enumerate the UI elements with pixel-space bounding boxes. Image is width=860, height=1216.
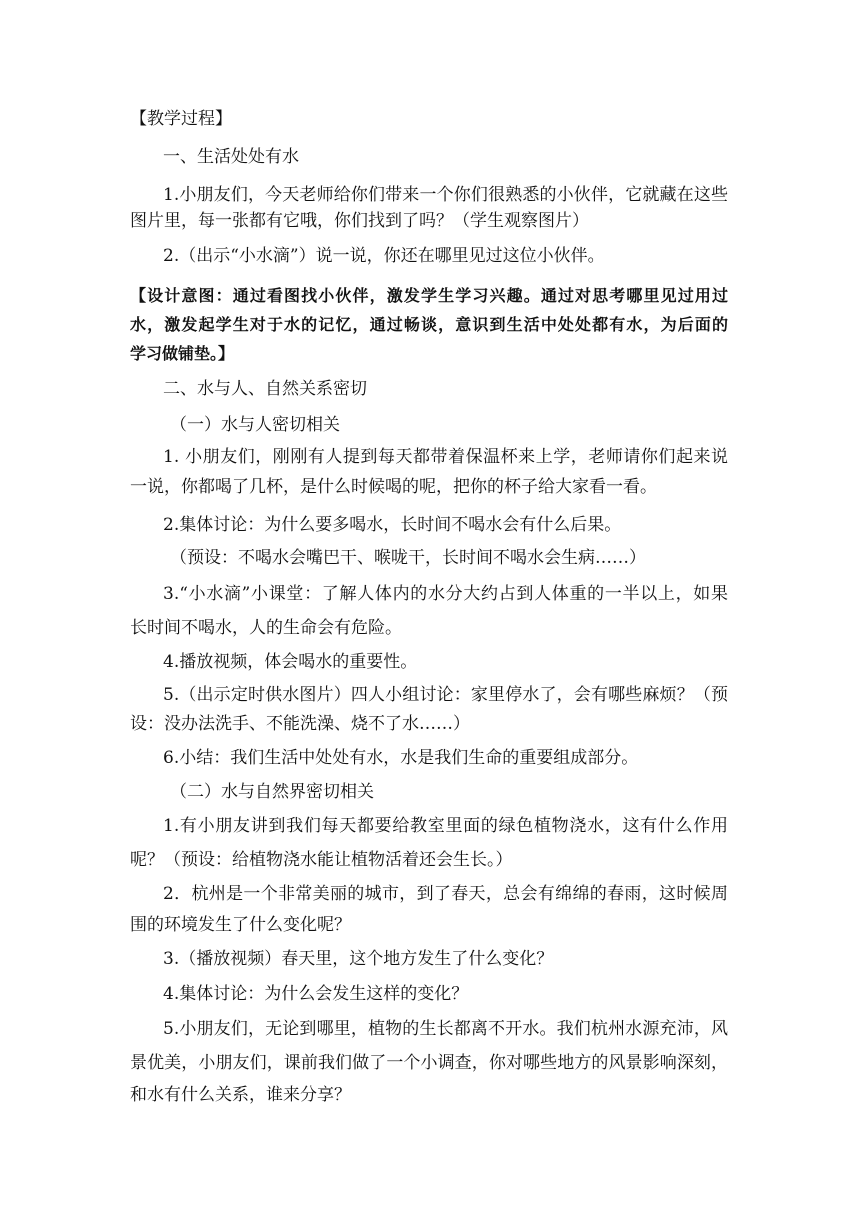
paragraph-line: 2．杭州是一个非常美丽的城市，到了春天，总会有绵绵的春雨，这时候周: [163, 884, 728, 904]
paragraph-line: 6.小结：我们生活中处处有水，水是我们生命的重要组成部分。: [163, 748, 639, 768]
paragraph-line: 1.有小朋友讲到我们每天都要给教室里面的绿色植物浇水，这有什么作用: [163, 816, 728, 836]
subsection-heading: （二）水与自然界密切相关: [170, 782, 374, 802]
paragraph-line: 图片里，每一张都有它哦，你们找到了吗？（学生观察图片）: [130, 211, 589, 231]
paragraph-line: 1.小朋友们，今天老师给你们带来一个你们很熟悉的小伙伴，它就藏在这些: [163, 185, 728, 205]
paragraph-line: 景优美，小朋友们，课前我们做了一个小调查，你对哪些地方的风景影响深刻，: [130, 1053, 728, 1073]
subsection-heading: （一）水与人密切相关: [170, 415, 340, 435]
paragraph-line: （预设：不喝水会嘴巴干、喉咙干，长时间不喝水会生病……）: [170, 548, 646, 568]
paragraph-line: 4.播放视频，体会喝水的重要性。: [163, 652, 418, 672]
section-title: 【教学过程】: [130, 109, 232, 129]
paragraph-line: 设：没办法洗手、不能洗澡、烧不了水……）: [130, 714, 470, 734]
design-intent-line: 水，激发起学生对于水的记忆，通过畅谈，意识到生活中处处都有水，为后面的: [130, 315, 728, 334]
paragraph-line: 3.“小水滴”小课堂：了解人体内的水分大约占到人体重的一半以上，如果: [163, 584, 728, 604]
paragraph-line: 5.小朋友们，无论到哪里，植物的生长都离不开水。我们杭州水源充沛，风: [163, 1019, 728, 1039]
paragraph-line: 围的环境发生了什么变化呢？: [130, 915, 351, 935]
paragraph-line: 一说，你都喝了几杯，是什么时候喝的呢，把你的杯子给大家看一看。: [130, 477, 657, 497]
paragraph-line: 3.（播放视频）春天里，这个地方发生了什么变化？: [163, 949, 554, 969]
part2-heading: 二、水与人、自然关系密切: [163, 379, 367, 399]
paragraph-line: 和水有什么关系，谁来分享？: [130, 1085, 351, 1105]
design-intent-line: 学习做铺垫。】: [130, 344, 235, 363]
paragraph-line: 呢？（预设：给植物浇水能让植物活着还会生长。）: [130, 850, 513, 870]
part1-heading: 一、生活处处有水: [163, 147, 299, 167]
design-intent-line: 【设计意图：通过看图找小伙伴，激发学生学习兴趣。通过对思考哪里见过用过: [130, 286, 728, 305]
paragraph-line: 5.（出示定时供水图片）四人小组讨论：家里停水了，会有哪些麻烦？（预: [163, 685, 728, 705]
paragraph-line: 2.集体讨论：为什么要多喝水，长时间不喝水会有什么后果。: [163, 515, 622, 535]
paragraph-line: 1. 小朋友们，刚刚有人提到每天都带着保温杯来上学，老师请你们起来说: [163, 447, 728, 467]
paragraph-line: 4.集体讨论：为什么会发生这样的变化？: [163, 984, 469, 1004]
paragraph-line: 2.（出示“小水滴”）说一说，你还在哪里见过这位小伙伴。: [163, 246, 605, 266]
paragraph-line: 长时间不喝水，人的生命会有危险。: [130, 618, 402, 638]
